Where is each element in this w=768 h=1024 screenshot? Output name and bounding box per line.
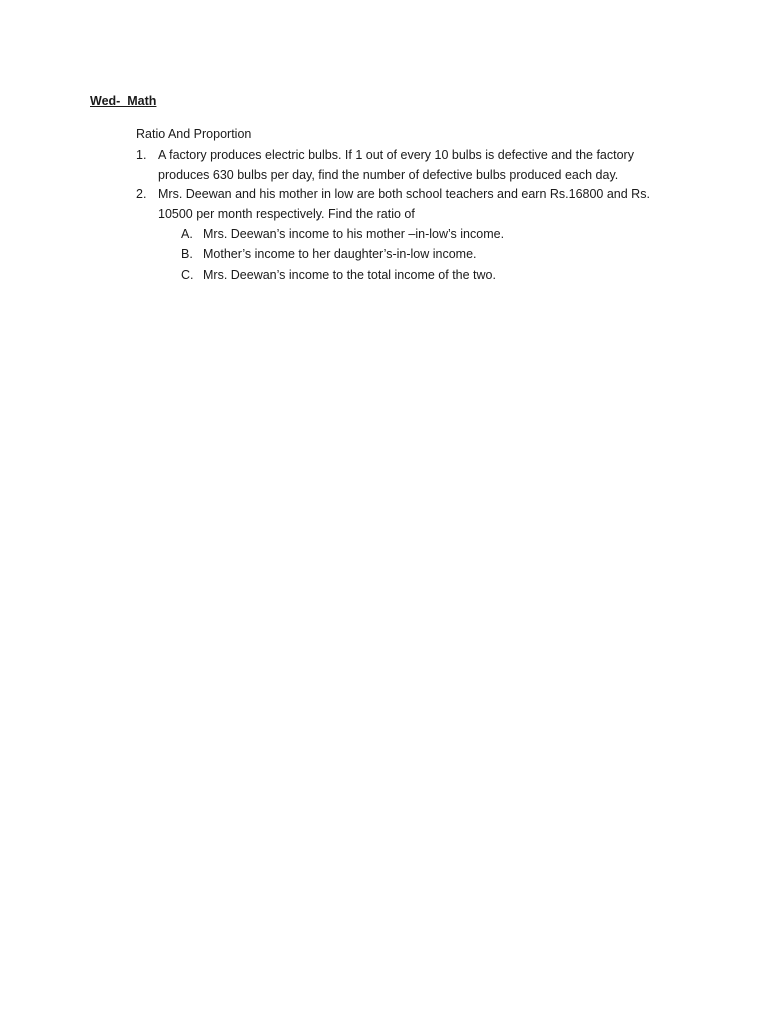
question-2: [136, 184, 666, 224]
part-text: Mrs. Deewan’s income to his mother –in-low’s income.: [203, 227, 505, 241]
page-title: Wed- Math: [90, 94, 157, 108]
section-heading: Ratio And Proportion: [136, 127, 252, 141]
question-number: 2.: [136, 187, 147, 201]
question-number: 1.: [136, 148, 147, 162]
question-2-part-b: [181, 246, 661, 262]
question-text: A factory produces electric bulbs. If 1 out of every 10 bulbs is defective and the factory produces 630 bulbs per day, find the number of defective bulbs produced each day.: [158, 148, 634, 182]
part-letter: A.: [181, 227, 193, 241]
question-2-part-c: [181, 267, 661, 283]
part-text: Mother’s income to her daughter’s-in-low income.: [203, 247, 477, 261]
question-text: Mrs. Deewan and his mother in low are both school teachers and earn Rs.16800 and Rs. 10500 per month respectively. Find the ratio of: [158, 187, 650, 221]
part-letter: B.: [181, 247, 193, 261]
question-1: [136, 145, 666, 185]
question-2-part-a: [181, 226, 661, 242]
part-text: Mrs. Deewan’s income to the total income of the two.: [203, 268, 496, 282]
part-letter: C.: [181, 268, 194, 282]
